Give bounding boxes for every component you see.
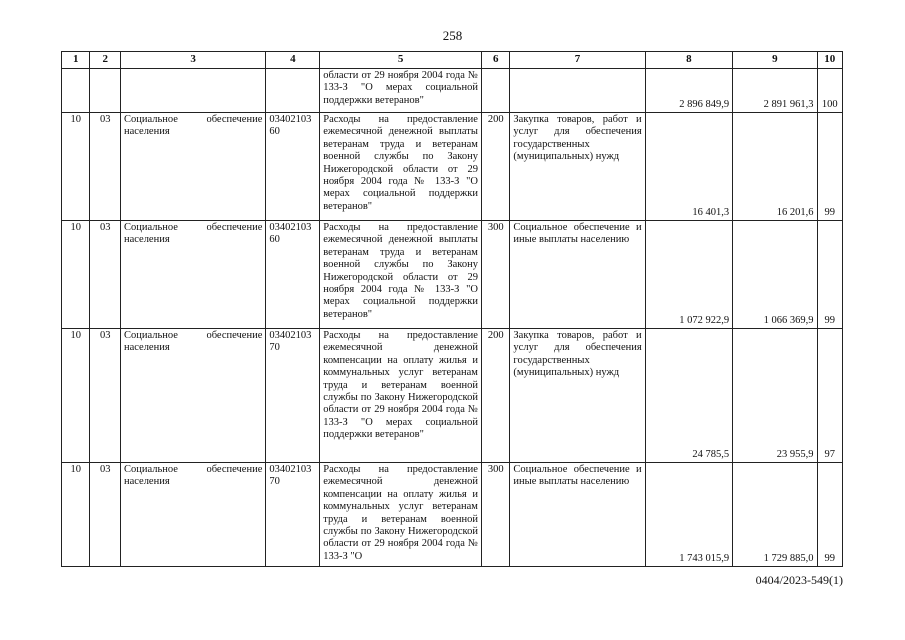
expense-type-cell: 200: [481, 329, 509, 463]
plan-amount-cell: 1 743 015,9: [645, 463, 732, 567]
column-header: 5: [320, 52, 482, 69]
percent-cell: 97: [817, 329, 842, 463]
table-row: [62, 113, 843, 221]
percent-cell: 99: [817, 113, 842, 221]
subsection-cell: [90, 69, 121, 113]
expense-name-cell: Социальное обеспечение и иные выплаты населению: [510, 463, 645, 567]
subsection-cell: 03: [90, 463, 121, 567]
plan-amount-cell: 16 401,3: [645, 113, 732, 221]
actual-amount-cell: 16 201,6: [733, 113, 817, 221]
section-cell: 10: [62, 113, 90, 221]
expense-name-cell: Социальное обеспечение и иные выплаты населению: [510, 221, 645, 329]
column-header: 1: [62, 52, 90, 69]
actual-amount-cell: 1 066 369,9: [733, 221, 817, 329]
description-cell: Расходы на предоставление ежемесячной денежной компенсации на оплату жилья и коммунальных услуг ветеранам труда и ветеранам военной службы по Закону Нижегородской области от 29 ноября 2004 года № 133-З "О: [320, 463, 482, 567]
description-cell: Расходы на предоставление ежемесячной денежной выплаты ветеранам труда и ветеранам военной службы по Закону Нижегородской области от 29 ноября 2004 года № 133-З "О мерах социальной поддержки ветеранов": [320, 221, 482, 329]
target-code-cell: 0340210360: [266, 113, 320, 221]
percent-cell: 99: [817, 221, 842, 329]
table-row: [62, 329, 843, 463]
expense-name-cell: [510, 69, 645, 113]
target-code-cell: [266, 69, 320, 113]
document-code: 0404/2023-549(1): [755, 573, 843, 587]
column-header: 8: [645, 52, 732, 69]
name-cell: Социальное обеспечение населения: [120, 221, 265, 329]
name-cell: Социальное обеспечение населения: [120, 463, 265, 567]
expense-type-cell: [481, 69, 509, 113]
plan-amount-cell: 24 785,5: [645, 329, 732, 463]
subsection-cell: 03: [90, 221, 121, 329]
expense-type-cell: 200: [481, 113, 509, 221]
section-cell: [62, 69, 90, 113]
section-cell: 10: [62, 221, 90, 329]
description-cell: Расходы на предоставление ежемесячной денежной компенсации на оплату жилья и коммунальных услуг ветеранам труда и ветеранам военной службы по Закону Нижегородской области от 29 ноября 2004 года № 133-З "О мерах социальной поддержки ветеранов": [320, 329, 482, 463]
target-code-cell: 0340210360: [266, 221, 320, 329]
target-code-cell: 0340210370: [266, 329, 320, 463]
name-cell: [120, 69, 265, 113]
budget-table: [61, 51, 843, 567]
percent-cell: 99: [817, 463, 842, 567]
expense-type-cell: 300: [481, 221, 509, 329]
column-header: 7: [510, 52, 645, 69]
actual-amount-cell: 1 729 885,0: [733, 463, 817, 567]
expense-name-cell: Закупка товаров, работ и услуг для обеспечения государственных (муниципальных) нужд: [510, 113, 645, 221]
plan-amount-cell: 2 896 849,9: [645, 69, 732, 113]
target-code-cell: 0340210370: [266, 463, 320, 567]
expense-type-cell: 300: [481, 463, 509, 567]
actual-amount-cell: 23 955,9: [733, 329, 817, 463]
name-cell: Социальное обеспечение населения: [120, 329, 265, 463]
column-header: 6: [481, 52, 509, 69]
column-header: 10: [817, 52, 842, 69]
table-header-row: [62, 52, 843, 69]
description-cell: области от 29 ноября 2004 года № 133-З "О мерах социальной поддержки ветеранов": [320, 69, 482, 113]
section-cell: 10: [62, 463, 90, 567]
subsection-cell: 03: [90, 329, 121, 463]
column-header: 4: [266, 52, 320, 69]
description-cell: Расходы на предоставление ежемесячной денежной выплаты ветеранам труда и ветеранам военной службы по Закону Нижегородской области от 29 ноября 2004 года № 133-З "О мерах социальной поддержки ветеранов": [320, 113, 482, 221]
plan-amount-cell: 1 072 922,9: [645, 221, 732, 329]
subsection-cell: 03: [90, 113, 121, 221]
table-row: [62, 221, 843, 329]
table-row: [62, 69, 843, 113]
name-cell: Социальное обеспечение населения: [120, 113, 265, 221]
section-cell: 10: [62, 329, 90, 463]
column-header: 3: [120, 52, 265, 69]
expense-name-cell: Закупка товаров, работ и услуг для обеспечения государственных (муниципальных) нужд: [510, 329, 645, 463]
column-header: 9: [733, 52, 817, 69]
table-row: [62, 463, 843, 567]
actual-amount-cell: 2 891 961,3: [733, 69, 817, 113]
column-header: 2: [90, 52, 121, 69]
percent-cell: 100: [817, 69, 842, 113]
page-number: 258: [442, 28, 463, 43]
